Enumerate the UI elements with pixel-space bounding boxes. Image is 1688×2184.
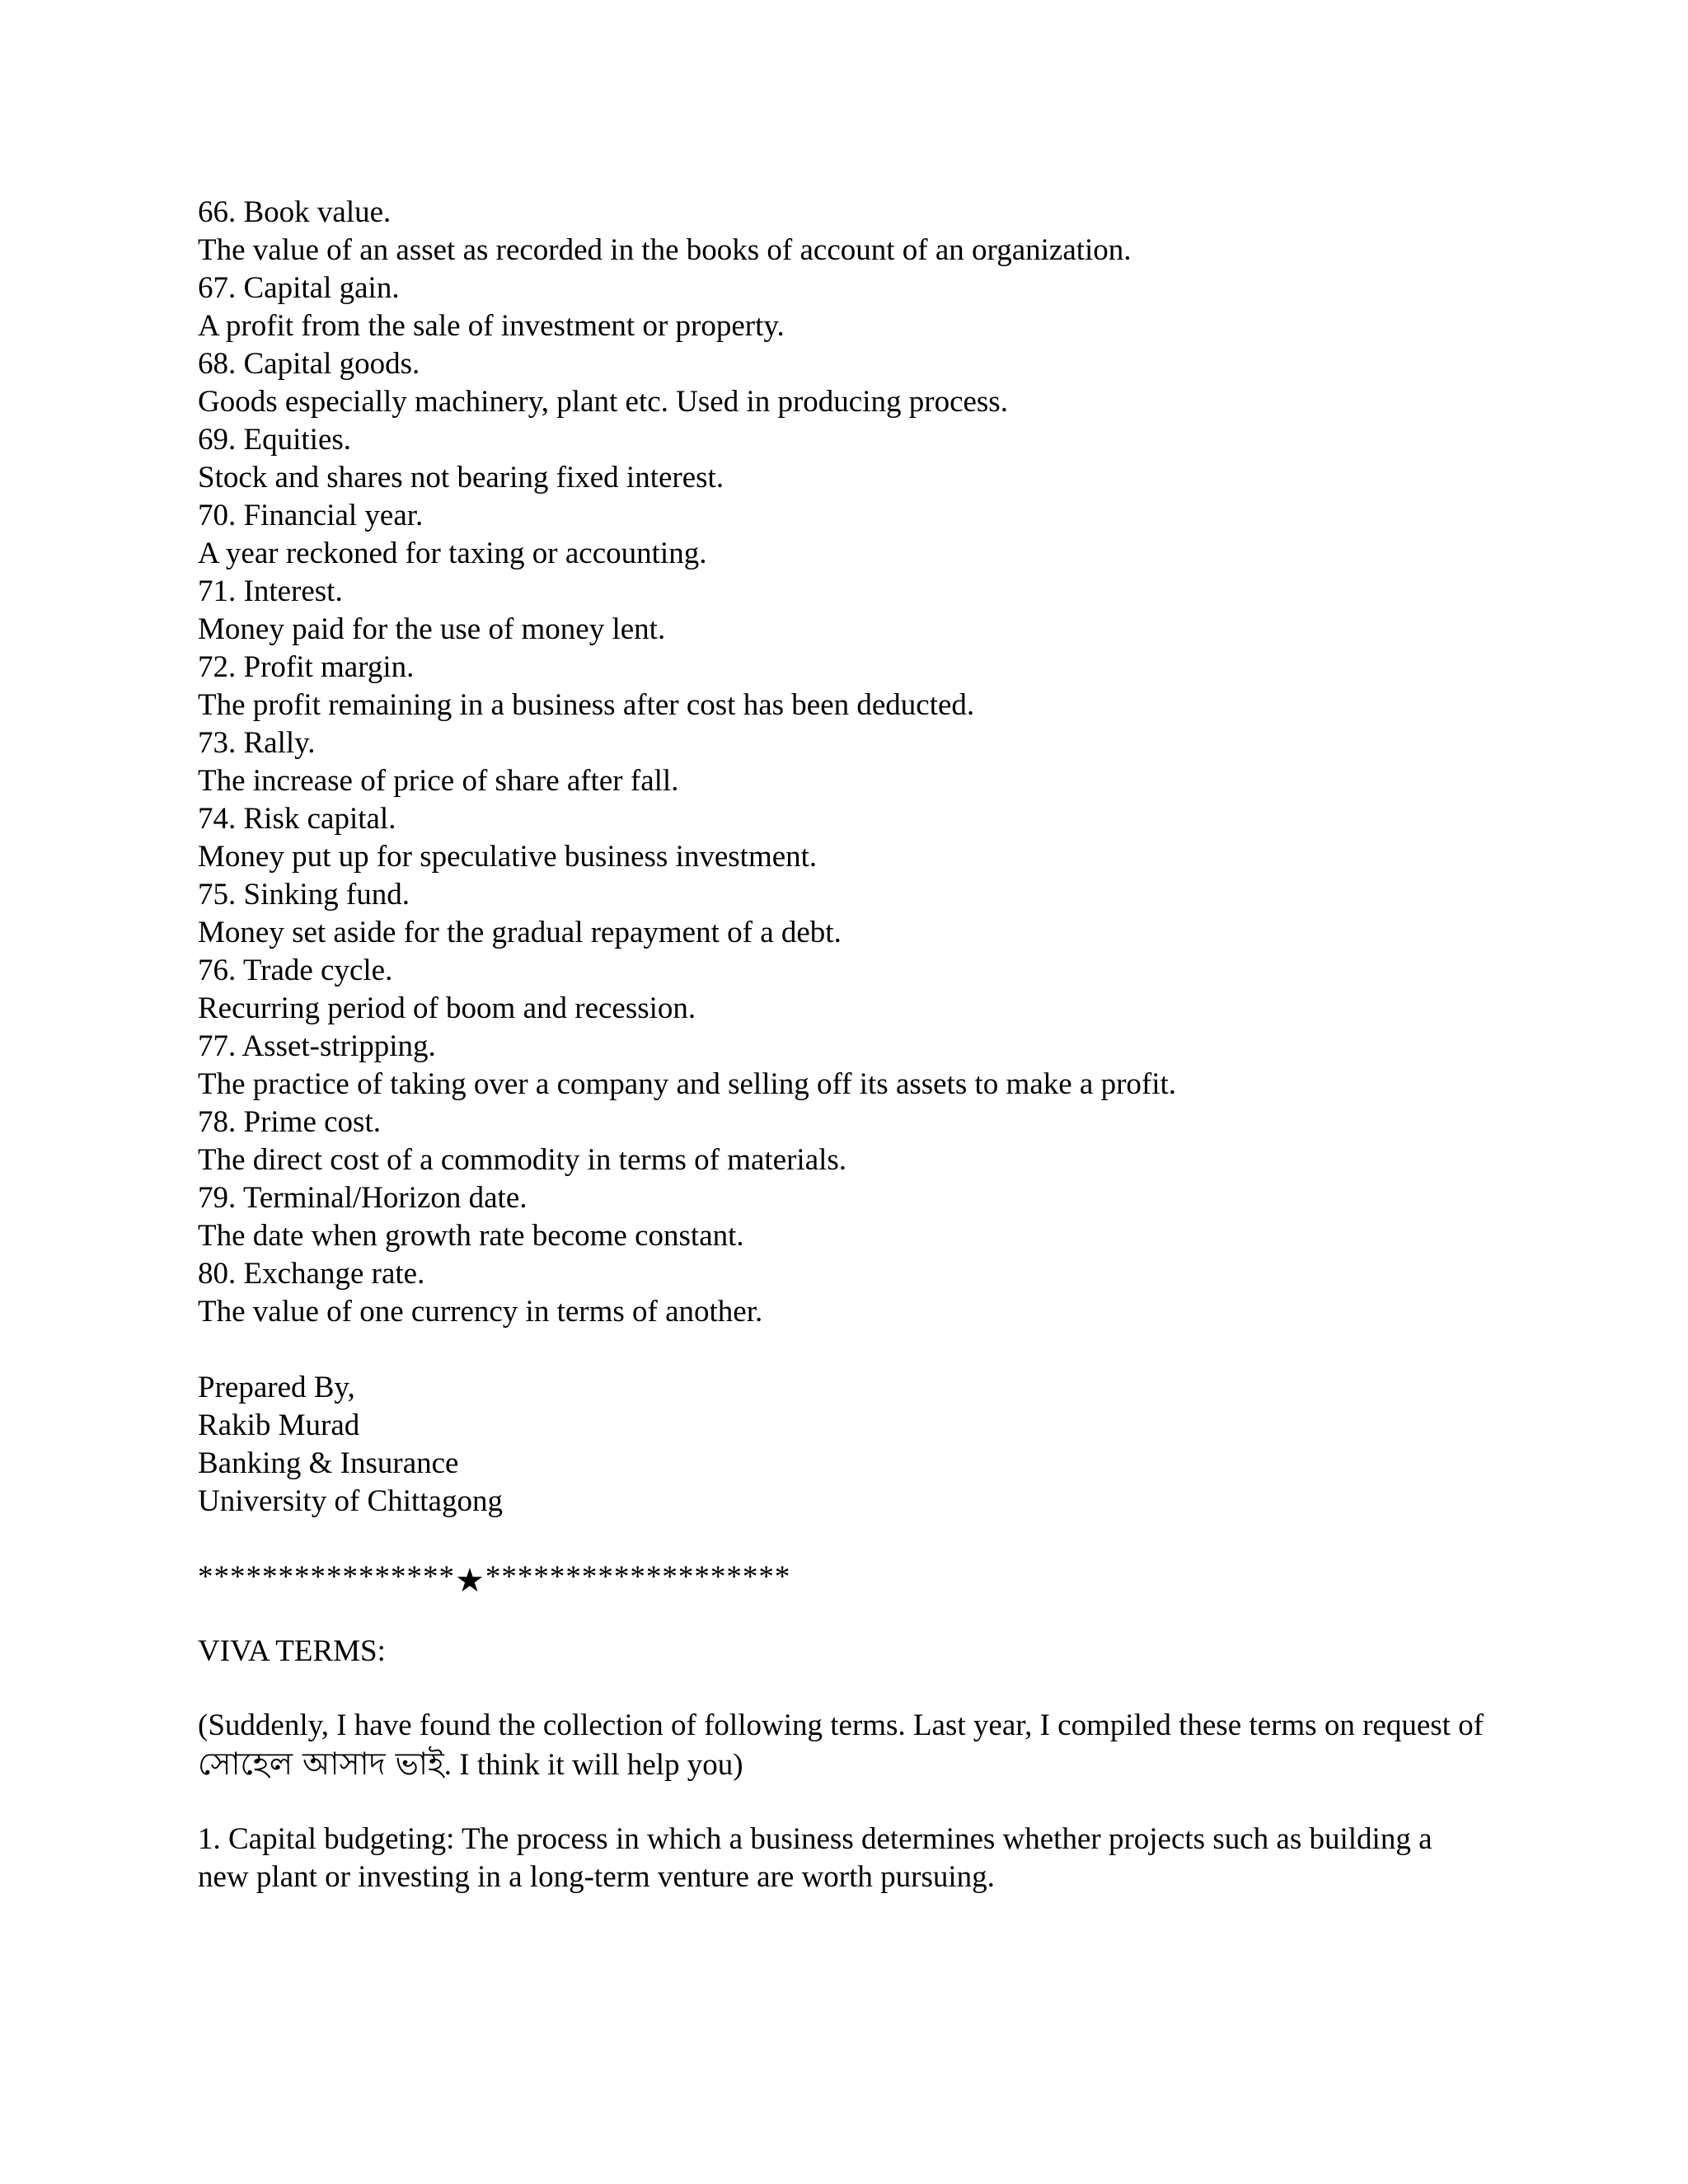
spacer xyxy=(198,1784,1484,1821)
term-definition: The value of an asset as recorded in the books of account of an organization. xyxy=(198,233,1132,267)
term-definition: Recurring period of boom and recession. xyxy=(198,991,696,1025)
term-definition: Money paid for the use of money lent. xyxy=(198,612,666,646)
viva-intro-text: (Suddenly, I have found the collection of following terms. Last year, I compiled these terms on request of xyxy=(198,1708,1484,1742)
term-heading: 66. Book value. xyxy=(198,195,392,229)
glossary-entry-68 xyxy=(198,345,1484,421)
term-definition: The direct cost of a commodity in terms of materials. xyxy=(198,1143,847,1177)
prepared-by-label: Prepared By, xyxy=(198,1371,355,1404)
term-heading: 78. Prime cost. xyxy=(198,1105,381,1139)
viva-intro-paragraph xyxy=(198,1707,1484,1784)
glossary-entry-67 xyxy=(198,269,1484,345)
glossary-entry-66 xyxy=(198,194,1484,269)
term-heading: 70. Financial year. xyxy=(198,499,424,532)
spacer xyxy=(198,1521,1484,1557)
glossary-entry-75 xyxy=(198,876,1484,952)
glossary-entry-80 xyxy=(198,1255,1484,1331)
divider-asterisks-left: **************** xyxy=(198,1560,455,1594)
term-definition: Goods especially machinery, plant etc. Used in producing process. xyxy=(198,385,1008,419)
term-heading: 72. Profit margin. xyxy=(198,650,415,684)
glossary-entry-72 xyxy=(198,649,1484,724)
term-heading: 80. Exchange rate. xyxy=(198,1257,425,1291)
glossary-list xyxy=(198,194,1484,1331)
viva-intro-bangla-name: সোহেল আসাদ ভাই xyxy=(198,1746,444,1782)
term-heading: 71. Interest. xyxy=(198,574,343,608)
glossary-entry-74 xyxy=(198,800,1484,876)
term-definition: Stock and shares not bearing fixed interest. xyxy=(198,461,724,494)
spacer xyxy=(198,1671,1484,1707)
glossary-entry-73 xyxy=(198,724,1484,800)
term-definition: The date when growth rate become constant. xyxy=(198,1219,744,1253)
author-university: University of Chittagong xyxy=(198,1484,503,1518)
viva-intro-text-end: . I think it will help you) xyxy=(443,1748,743,1782)
term-definition: Money set aside for the gradual repayment of a debt. xyxy=(198,916,842,949)
term-heading: 69. Equities. xyxy=(198,423,352,457)
term-heading: 79. Terminal/Horizon date. xyxy=(198,1181,528,1215)
page-content xyxy=(198,194,1484,1896)
term-heading: 74. Risk capital. xyxy=(198,802,396,836)
spacer xyxy=(198,1596,1484,1633)
glossary-entry-77 xyxy=(198,1028,1484,1104)
viva-term-1: 1. Capital budgeting: The process in which a business determines whether projects such as building a new plant or investing in a long-term venture are worth pursuing. xyxy=(198,1822,1432,1894)
glossary-entry-71 xyxy=(198,573,1484,649)
term-heading: 67. Capital gain. xyxy=(198,271,400,305)
glossary-entry-79 xyxy=(198,1179,1484,1255)
glossary-entry-78 xyxy=(198,1104,1484,1179)
divider-asterisks-right: ******************* xyxy=(485,1560,791,1594)
author-department: Banking & Insurance xyxy=(198,1446,459,1480)
term-definition: The increase of price of share after fall. xyxy=(198,764,679,798)
term-heading: 68. Capital goods. xyxy=(198,347,420,381)
term-definition: A year reckoned for taxing or accounting. xyxy=(198,537,707,570)
term-definition: The profit remaining in a business after cost has been deducted. xyxy=(198,688,975,722)
term-heading: 75. Sinking fund. xyxy=(198,878,410,912)
glossary-entry-70 xyxy=(198,497,1484,573)
author-name: Rakib Murad xyxy=(198,1408,360,1442)
term-heading: 73. Rally. xyxy=(198,726,316,760)
glossary-entry-69 xyxy=(198,421,1484,497)
term-heading: 76. Trade cycle. xyxy=(198,954,393,987)
glossary-entry-76 xyxy=(198,952,1484,1028)
viva-section-title: VIVA TERMS: xyxy=(198,1634,386,1668)
term-definition: The practice of taking over a company and selling off its assets to make a profit. xyxy=(198,1067,1177,1101)
section-divider xyxy=(198,1557,1484,1599)
term-definition: The value of one currency in terms of another. xyxy=(198,1295,763,1329)
star-icon: ★ xyxy=(455,1562,485,1599)
term-definition: Money put up for speculative business investment. xyxy=(198,840,818,874)
signature-block xyxy=(198,1369,1484,1521)
term-definition: A profit from the sale of investment or property. xyxy=(198,309,785,343)
term-heading: 77. Asset-stripping. xyxy=(198,1029,436,1063)
spacer xyxy=(198,1331,1484,1369)
